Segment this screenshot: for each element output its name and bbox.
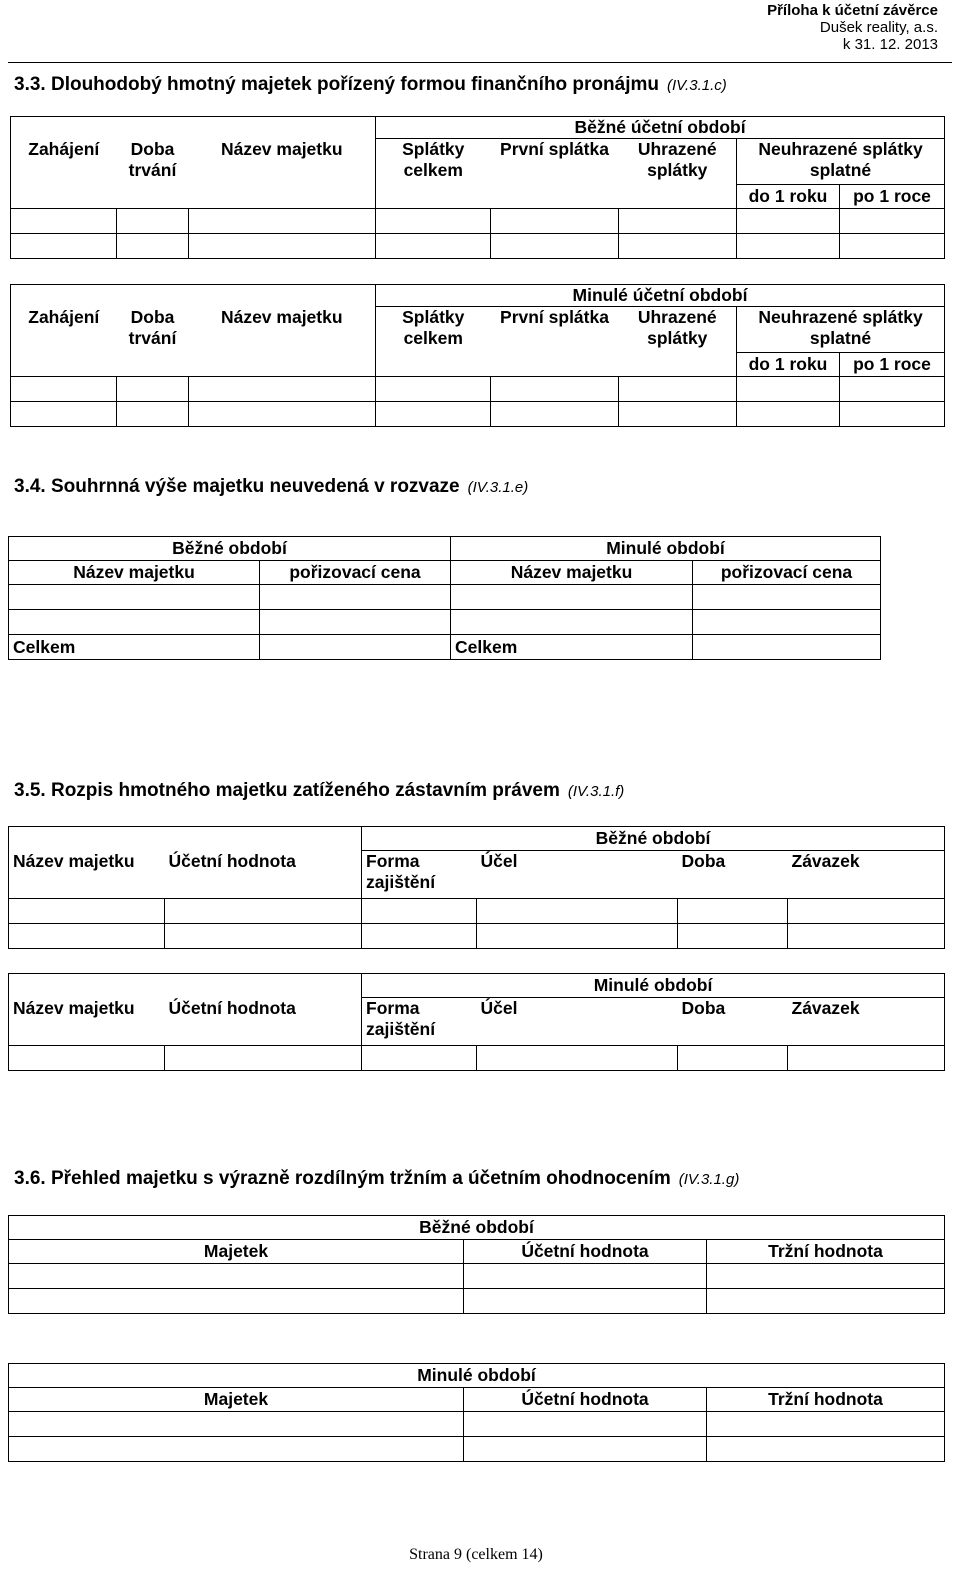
col-po-1-roce: po 1 roce — [840, 185, 945, 209]
period-label: Běžné období — [362, 827, 945, 851]
table-row — [9, 1289, 945, 1314]
table-row — [9, 1046, 945, 1071]
period-label-current: Běžné období — [9, 537, 451, 561]
col-splatky: Splátky celkem — [376, 307, 491, 377]
pledge-table-previous — [8, 973, 945, 1071]
header-divider — [8, 62, 952, 63]
table-row — [11, 234, 945, 259]
col-zavazek: Závazek — [788, 851, 945, 899]
pledge-table-current — [8, 826, 945, 949]
total-row — [9, 635, 881, 660]
col-nazev: Název majetku — [189, 139, 376, 209]
col-prvni: První splátka — [491, 139, 619, 209]
col-majetek: Majetek — [9, 1388, 464, 1412]
lease-table-previous — [10, 284, 945, 427]
col-neuhrazene: Neuhrazené splátky splatné — [737, 307, 945, 353]
table-row — [9, 1412, 945, 1437]
col-hodnota: Účetní hodnota — [165, 998, 362, 1046]
table-row — [9, 1437, 945, 1462]
total-label-previous: Celkem — [451, 635, 693, 660]
section-3-3-title — [14, 74, 727, 96]
col-doba: Doba trvání — [117, 307, 189, 377]
col-nazev-previous: Název majetku — [451, 561, 693, 585]
col-ucetni-hodnota: Účetní hodnota — [464, 1240, 707, 1264]
col-ucetni-hodnota: Účetní hodnota — [464, 1388, 707, 1412]
header-date: k 31. 12. 2013 — [842, 36, 938, 53]
section-3-6-ref: (IV.3.1.g) — [678, 1171, 740, 1188]
col-do-1-roku: do 1 roku — [737, 185, 840, 209]
period-label-previous: Minulé období — [451, 537, 881, 561]
col-nazev: Název majetku — [189, 307, 376, 377]
off-balance-table — [8, 536, 881, 660]
col-cena-current: pořizovací cena — [260, 561, 451, 585]
col-uhrazene: Uhrazené splátky — [619, 139, 737, 209]
valuation-table-previous — [8, 1363, 945, 1462]
col-doba: Doba trvání — [117, 139, 189, 209]
col-forma: Forma zajištění — [362, 998, 477, 1046]
section-3-4-title — [14, 476, 528, 498]
col-doba: Doba — [678, 851, 788, 899]
period-label: Běžné účetní období — [376, 117, 945, 139]
period-label: Minulé období — [9, 1364, 945, 1388]
section-3-4-heading: 3.4. Souhrnná výše majetku neuvedená v rozvaze — [14, 476, 460, 497]
header-title: Příloha k účetní závěrce — [767, 2, 938, 19]
table-row — [9, 610, 881, 635]
col-trzni-hodnota: Tržní hodnota — [707, 1388, 945, 1412]
col-nazev: Název majetku — [9, 998, 165, 1046]
table-row — [9, 924, 945, 949]
col-hodnota: Účetní hodnota — [165, 851, 362, 899]
col-do-1-roku: do 1 roku — [737, 353, 840, 377]
col-nazev: Název majetku — [9, 851, 165, 899]
page-number: Strana 9 (celkem 14) — [409, 1546, 543, 1563]
period-label: Minulé období — [362, 974, 945, 998]
col-nazev-current: Název majetku — [9, 561, 260, 585]
lease-table-current — [10, 116, 945, 259]
header-company: Dušek reality, a.s. — [819, 19, 938, 36]
col-prvni: První splátka — [491, 307, 619, 377]
col-doba: Doba — [678, 998, 788, 1046]
total-label-current: Celkem — [9, 635, 260, 660]
table-row — [9, 585, 881, 610]
col-neuhrazene: Neuhrazené splátky splatné — [737, 139, 945, 185]
section-3-5-title — [14, 780, 624, 802]
table-row — [11, 209, 945, 234]
section-3-4-ref: (IV.3.1.e) — [467, 479, 529, 496]
valuation-table-current — [8, 1215, 945, 1314]
table-row — [9, 1264, 945, 1289]
col-po-1-roce: po 1 roce — [840, 353, 945, 377]
period-label: Minulé účetní období — [376, 285, 945, 307]
table-row — [11, 377, 945, 402]
col-zahajeni: Zahájení — [11, 307, 117, 377]
section-3-3-heading: 3.3. Dlouhodobý hmotný majetek pořízený formou finančního pronájmu — [14, 74, 659, 95]
section-3-6-heading: 3.6. Přehled majetku s výrazně rozdílným tržním a účetním ohodnocením — [14, 1168, 671, 1189]
col-zavazek: Závazek — [788, 998, 945, 1046]
col-forma: Forma zajištění — [362, 851, 477, 899]
col-splatky: Splátky celkem — [376, 139, 491, 209]
col-ucel: Účel — [477, 851, 678, 899]
section-3-5-ref: (IV.3.1.f) — [567, 783, 625, 800]
col-uhrazene: Uhrazené splátky — [619, 307, 737, 377]
section-3-3-ref: (IV.3.1.c) — [667, 77, 727, 94]
section-3-6-title — [14, 1168, 739, 1190]
col-cena-previous: pořizovací cena — [693, 561, 881, 585]
col-ucel: Účel — [477, 998, 678, 1046]
period-label: Běžné období — [9, 1216, 945, 1240]
table-row — [9, 899, 945, 924]
section-3-5-heading: 3.5. Rozpis hmotného majetku zatíženého zástavním právem — [14, 780, 560, 801]
col-zahajeni: Zahájení — [11, 139, 117, 209]
col-majetek: Majetek — [9, 1240, 464, 1264]
document-header — [767, 2, 938, 53]
col-trzni-hodnota: Tržní hodnota — [707, 1240, 945, 1264]
table-row — [11, 402, 945, 427]
